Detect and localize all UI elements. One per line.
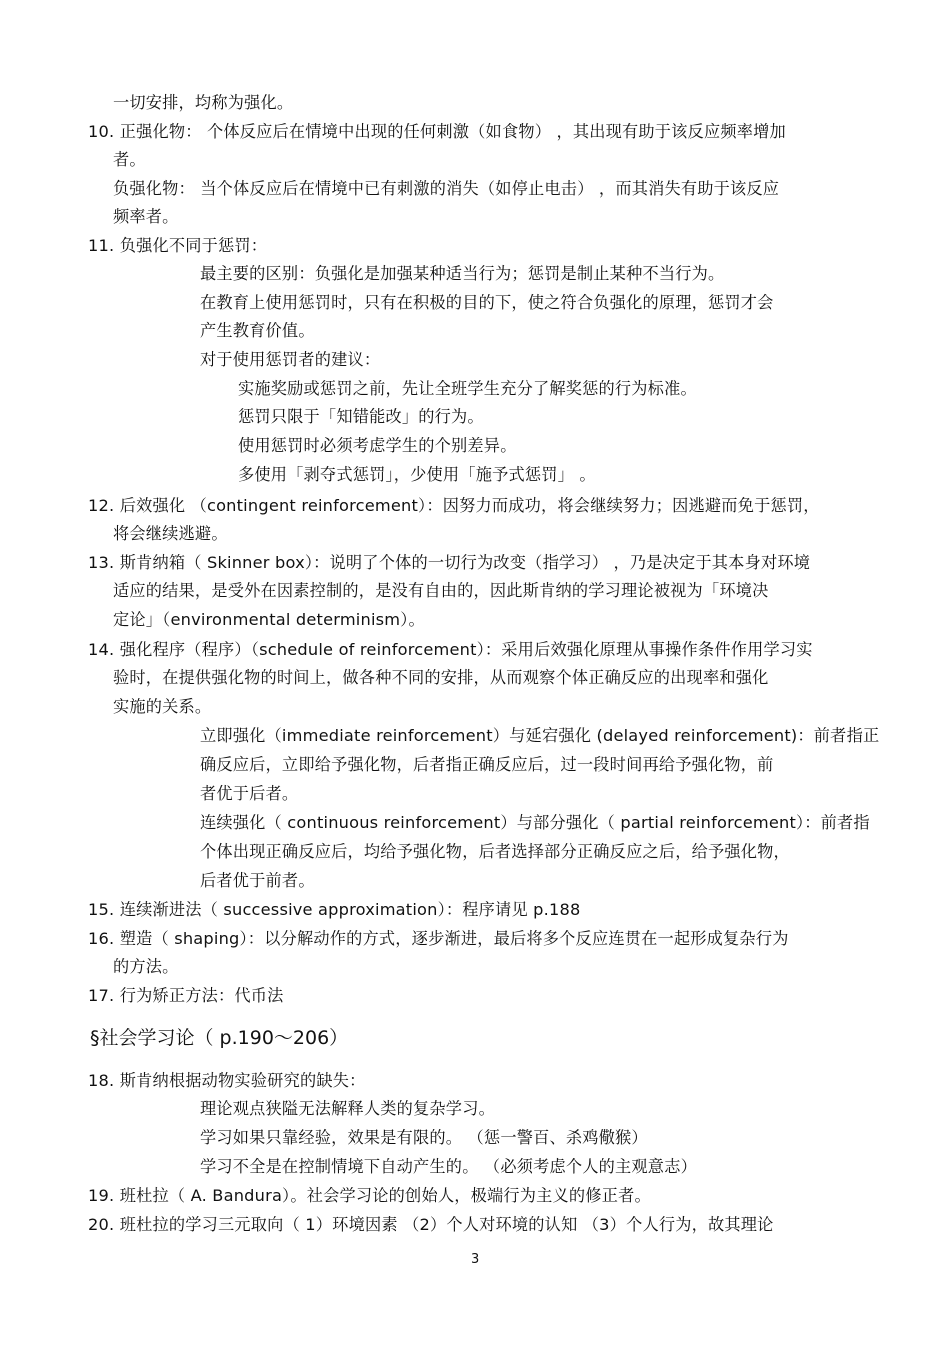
text-line: 产生教育价值。 [200,321,315,340]
text-line: 的方法。 [113,957,179,976]
text-line: 对于使用惩罚者的建议： [200,350,381,369]
section-heading: §社会学习论（ p.190～206） [90,1027,349,1049]
text-line: 19. 班杜拉（ A. Bandura）。社会学习论的创始人，极端行为主义的修正者。 [88,1186,651,1205]
text-line: 一切安排，均称为强化。 [113,93,294,112]
text-line: 16. 塑造（ shaping）：以分解动作的方式，逐步渐进，最后将多个反应连贯在一起形成复杂行为 [88,929,789,948]
text-line: 11. 负强化不同于惩罚： [88,236,268,255]
text-line: 在教育上使用惩罚时，只有在积极的目的下，使之符合负强化的原理，惩罚才会 [200,293,774,312]
text-line: 将会继续逃避。 [113,524,228,543]
text-line: 学习不全是在控制情境下自动产生的。 （必须考虑个人的主观意志） [200,1157,697,1176]
text-line: 定论」（environmental determinism）。 [113,610,425,629]
text-line: 实施奖励或惩罚之前，先让全班学生充分了解奖惩的行为标准。 [238,379,697,398]
page-number: 3 [471,1252,480,1267]
text-line: 者。 [113,150,146,169]
text-line: 12. 后效强化 （contingent reinforcement）：因努力而成功，将会继续努力；因逃避而免于惩罚， [88,496,820,515]
text-line: 确反应后，立即给予强化物，后者指正确反应后，过一段时间再给予强化物，前 [200,755,774,774]
text-line: 惩罚只限于「知错能改」的行为。 [238,407,484,426]
text-line: 15. 连续渐进法（ successive approximation）：程序请见 p.188 [88,900,581,919]
text-line: 者优于后者。 [200,784,299,803]
text-line: 频率者。 [113,207,179,226]
text-line: 后者优于前者。 [200,871,315,890]
text-line: 适应的结果，是受外在因素控制的，是没有自由的，因此斯肯纳的学习理论被视为「环境决 [113,581,769,600]
text-line: 个体出现正确反应后，均给予强化物，后者选择部分正确反应之后，给予强化物， [200,842,790,861]
text-line: 14. 强化程序（程序）（schedule of reinforcement）：采用后效强化原理从事操作条件作用学习实 [88,640,813,659]
text-line: 20. 班杜拉的学习三元取向（ 1）环境因素 （2）个人对环境的认知 （3）个人行为，故其理论 [88,1215,774,1234]
text-line: 最主要的区别：负强化是加强某种适当行为；惩罚是制止某种不当行为。 [200,264,725,283]
text-line: 17. 行为矫正方法：代币法 [88,986,284,1005]
text-line: 负强化物： 当个体反应后在情境中已有刺激的消失（如停止电击） ，而其消失有助于该反应 [113,179,780,198]
text-line: 立即强化（immediate reinforcement）与延宕强化 (delayed reinforcement)：前者指正 [200,726,880,745]
text-line: 10. 正强化物： 个体反应后在情境中出现的任何刺激（如食物） ，其出现有助于该反应频率增加 [88,122,786,141]
text-line: 13. 斯肯纳箱（ Skinner box）：说明了个体的一切行为改变（指学习） ，乃是决定于其本身对环境 [88,553,811,572]
text-line: 18. 斯肯纳根据动物实验研究的缺失： [88,1071,366,1090]
text-line: 连续强化（ continuous reinforcement）与部分强化（ partial reinforcement）：前者指 [200,813,870,832]
text-line: 多使用「剥夺式惩罚」，少使用「施予式惩罚」 。 [238,465,596,484]
text-line: 实施的关系。 [113,697,212,716]
text-line: 学习如果只靠经验，效果是有限的。 （惩一警百、杀鸡儆猴） [200,1128,648,1147]
text-line: 理论观点狭隘无法解释人类的复杂学习。 [200,1099,495,1118]
text-line: 使用惩罚时必须考虑学生的个别差异。 [238,436,517,455]
text-line: 验时，在提供强化物的时间上，做各种不同的安排，从而观察个体正确反应的出现率和强化 [113,668,769,687]
